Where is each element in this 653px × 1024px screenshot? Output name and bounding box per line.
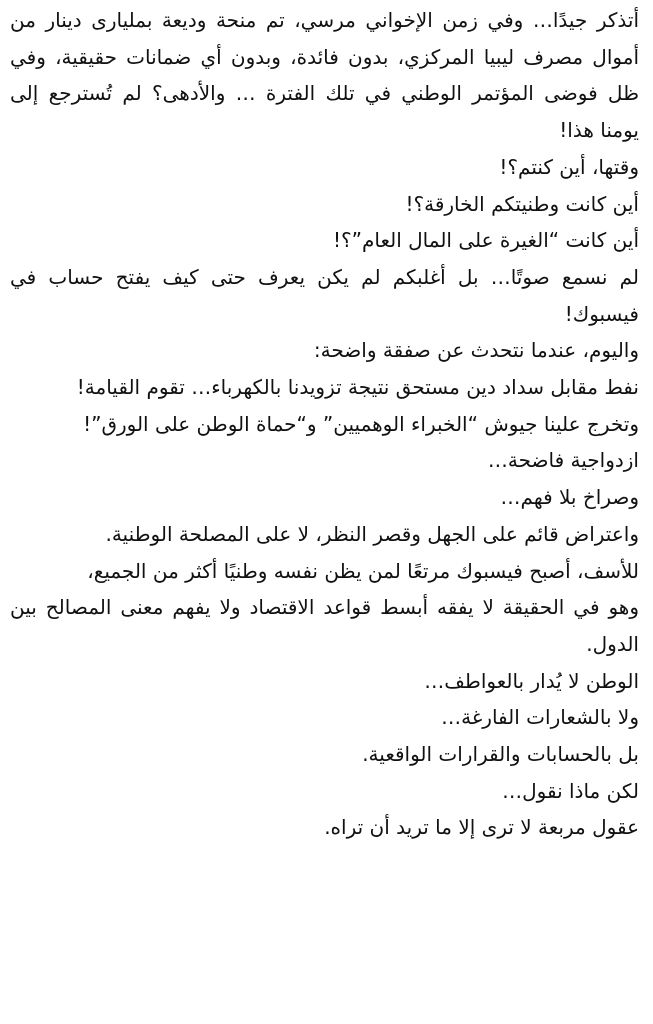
paragraph-11: واعتراض قائم على الجهل وقصر النظر، لا على المصلحة الوطنية. [105, 521, 639, 546]
paragraph-7: نفط مقابل سداد دين مستحق نتيجة تزويدنا بالكهرباء… تقوم القيامة! [76, 375, 639, 400]
paragraph-15: ولا بالشعارات الفارغة… [441, 705, 639, 730]
paragraph-12: للأسف، أصبح فيسبوك مرتعًا لمن يظن نفسه وطنيًا أكثر من الجميع، [87, 558, 639, 583]
paragraph-17: لكن ماذا نقول… [502, 778, 639, 803]
paragraph-2: وقتها، أين كنتم؟! [499, 154, 639, 179]
paragraph-3: أين كانت وطنيتكم الخارقة؟! [405, 191, 639, 216]
paragraph-9: ازدواجية فاضحة… [487, 448, 639, 473]
paragraph-13: وهو في الحقيقة لا يفقه أبسط قواعد الاقتصاد ولا يفهم معنى المصالح بين الدول. [10, 595, 639, 656]
paragraph-6: واليوم، عندما نتحدث عن صفقة واضحة: [313, 338, 639, 363]
paragraph-4: أين كانت “الغيرة على المال العام”؟! [333, 228, 639, 253]
paragraph-5: لم نسمع صوتًا… بل أغلبكم لم يكن يعرف حتى كيف يفتح حساب في فيسبوك! [10, 264, 639, 326]
paragraph-18: عقول مربعة لا ترى إلا ما تريد أن تراه. [324, 815, 639, 840]
paragraph-16: بل بالحسابات والقرارات الواقعية. [362, 742, 639, 767]
paragraph-14: الوطن لا يُدار بالعواطف… [424, 668, 639, 693]
paragraph-8: وتخرج علينا جيوش “الخبراء الوهميين” و“حماة الوطن على الورق”! [83, 411, 639, 436]
paragraph-1: أتذكر جيدًا… وفي زمن الإخواني مرسي، تم منحة وديعة بمليارى دينار من أموال مصرف ليبيا المركزي، بدون فائدة، وبدون أي ضمانات حقيقية، وفي ظل فوضى المؤتمر الوطني في تلك الفترة … والأدهى؟ لم تُسترجع إلى يومنا هذا! [10, 8, 639, 143]
paragraph-10: وصراخ بلا فهم… [500, 485, 639, 510]
